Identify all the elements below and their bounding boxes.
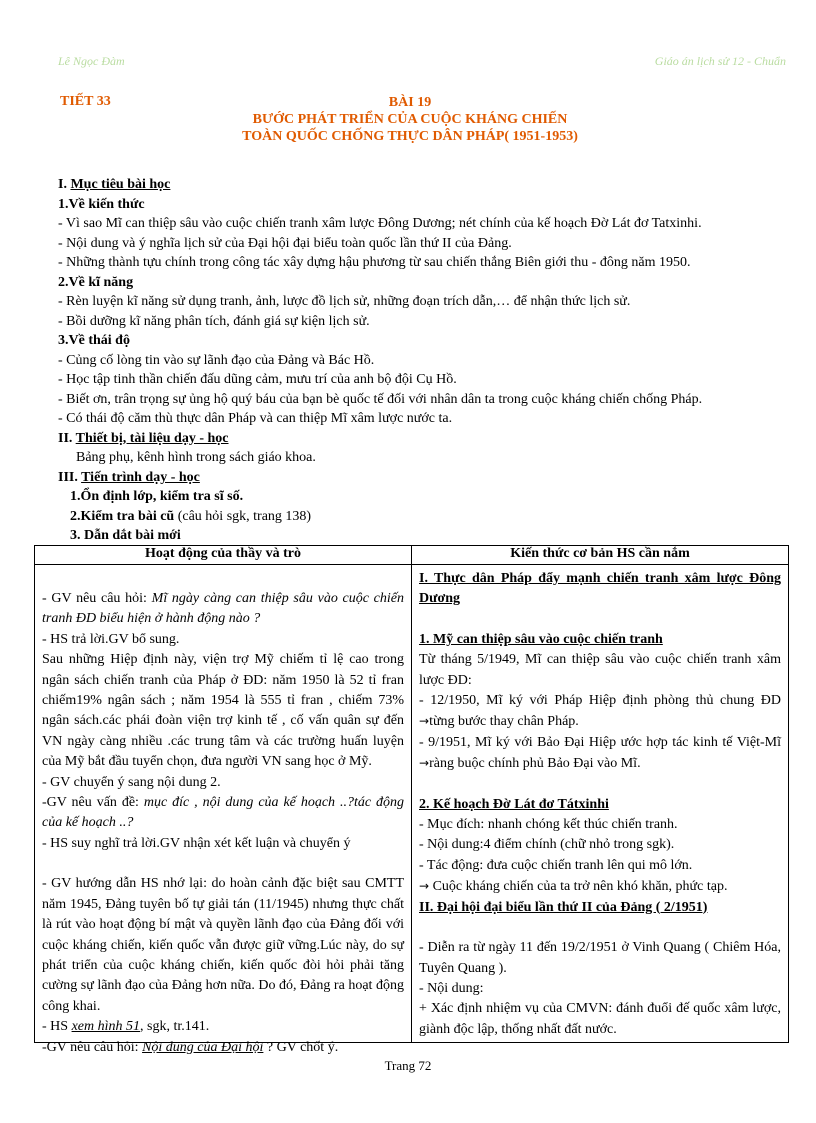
process-step1: 1.Ổn định lớp, kiểm tra sĩ số.: [70, 489, 244, 504]
spacer: [42, 569, 404, 589]
activities-cell: [35, 565, 412, 1055]
section-heading: II. Đại hội đại biểu lần thứ II của Đảng ( 2/1951): [419, 899, 708, 915]
question-rest: ? GV chốt ý.: [263, 1039, 339, 1055]
subsection-heading: 2. Kế hoạch Đờ Lát đơ Tátxinhi: [419, 796, 609, 812]
point-text: - 9/1951, Mĩ ký với Bảo Đại Hiệp ước hợp tác kinh tế Việt-Mĩ: [419, 734, 781, 750]
table-row: [35, 565, 789, 1043]
knowledge-content: [413, 566, 787, 1041]
teacher-question: [42, 589, 404, 630]
lesson-title-line2: TOÀN QUỐC CHỐNG THỰC DÂN PHÁP( 1951-1953): [242, 129, 578, 144]
knowledge-item: - Nội dung và ý nghĩa lịch sử của Đại hội đại biểu toàn quốc lần thứ II của Đảng.: [58, 235, 512, 251]
point-text: Cuộc kháng chiến của ta trở nên khó khăn, phức tạp.: [429, 879, 728, 895]
process-step2-detail: (câu hỏi sgk, trang 138): [174, 508, 312, 524]
spacer: [419, 610, 781, 630]
table-header-row: [35, 546, 789, 565]
process-step2-label: 2.Kiểm tra bài cũ: [70, 508, 175, 524]
col-header-knowledge: Kiến thức cơ bản HS cần nắm: [412, 546, 789, 565]
equipment-text: Bảng phụ, kênh hình trong sách giáo khoa.: [76, 450, 316, 465]
spacer: [419, 918, 781, 938]
student-activity: - HS suy nghĩ trả lời.GV nhận xét kết luận và chuyển ý: [42, 835, 351, 851]
knowledge-item: - Những thành tựu chính trong công tác xây dựng hậu phương từ sau chiến thắng Biên giới thu - đông năm 1950.: [58, 255, 691, 270]
question-prefix: - GV nêu câu hỏi:: [42, 591, 152, 606]
process-step2: [58, 507, 803, 527]
header-doc-title: Giáo án lịch sử 12 - Chuẩn: [654, 54, 786, 68]
teacher-question: [42, 793, 404, 834]
arrow-right-icon: →: [419, 879, 430, 894]
point-text: - 12/1950, Mĩ ký với Pháp Hiệp định phòng thủ chung ĐD: [419, 693, 781, 709]
attitude-item: - Biết ơn, trân trọng sự ủng hộ quý báu của bạn bè quốc tế đối với nhân dân ta trong cuộc kháng chiến chống Pháp.: [58, 391, 703, 407]
explanation-paragraph: - GV hướng dẫn HS nhớ lại: do hoàn cảnh đặc biệt sau CMTT năm 1945, Đảng tuyên bố tự giải tán (11/1945) nhưng thực chất là rút vào hoạt động bí mật và quyền lãnh đạo của Đảng đối với cuộc kháng chiến, kiến quốc vẫn được giữ vững.Lúc này, do sự phát triển của cuộc kháng chiến, kiến quốc đòi hỏi phải tăng cường sự lãnh đạo của Đảng hơn nữa. Do đó, Đảng ra hoạt động công khai.: [42, 876, 404, 1014]
knowledge-point: - Nội dung:4 điểm chính (chữ nhỏ trong sgk).: [419, 837, 675, 853]
skills-item: - Bồi dưỡng kĩ năng phân tích, đánh giá sự kiện lịch sử.: [58, 313, 370, 329]
process-heading: [58, 468, 803, 488]
arrow-right-icon: →: [419, 714, 430, 729]
spacer: [419, 775, 781, 795]
section-heading: I. Thực dân Pháp đẩy mạnh chiến tranh xâm lược Đông Dương: [419, 571, 781, 607]
activities-content: [36, 566, 410, 1055]
knowledge-point: - Tác động: đưa cuộc chiến tranh lên qui mô lớn.: [419, 857, 693, 873]
lesson-number: BÀI 19: [388, 95, 432, 110]
subsection-heading: 1. Mỹ can thiệp sâu vào cuộc chiến tranh: [419, 631, 663, 647]
attitude-item: - Củng cố lòng tin vào sự lãnh đạo của Đảng và Bác Hồ.: [58, 352, 375, 368]
process-heading-text: Tiến trình dạy - học: [81, 469, 200, 485]
equipment-prefix: II.: [58, 430, 76, 446]
lesson-title-block: [200, 94, 620, 145]
process-prefix: III.: [58, 469, 82, 485]
objectives-prefix: I.: [58, 177, 71, 192]
knowledge-point: [419, 876, 781, 897]
process-step3: 3. Dẫn dắt bài mới: [70, 528, 181, 543]
question-text: Mĩ ngày càng can thiệp sâu vào cuộc chiến tranh ĐD biểu hiện ở hành động nào ?: [42, 591, 404, 627]
knowledge-point: - Mục đích: nhanh chóng kết thúc chiến tranh.: [419, 817, 678, 833]
attitude-item: - Có thái độ căm thù thực dân Pháp và can thiệp Mĩ xâm lược nước ta.: [58, 411, 453, 426]
skills-heading: 2.Về kĩ năng: [58, 274, 134, 290]
lesson-title-line1: BƯỚC PHÁT TRIỂN CỦA CUỘC KHÁNG CHIẾN: [252, 112, 568, 127]
knowledge-point: + Xác định nhiệm vụ của CMVN: đánh đuổi đế quốc xâm lược, giành độc lập, thống nhất đất nước.: [419, 1001, 781, 1037]
header-author: Lê Ngọc Đàm: [58, 54, 125, 68]
arrow-right-icon: →: [419, 756, 430, 771]
attitude-heading: 3.Về thái độ: [58, 333, 130, 348]
attitude-item: - Học tập tinh thần chiến đấu dũng cảm, mưu trí của anh bộ đội Cụ Hồ.: [58, 372, 457, 387]
objectives-heading: [58, 175, 803, 195]
lesson-table: [34, 545, 789, 1055]
figure-reference: xem hình 51: [71, 1019, 140, 1035]
spacer: [42, 854, 404, 874]
knowledge-point: [419, 733, 781, 775]
question-text: mục đíc , nội dung của kế hoạch ..?tác động của kế hoạch ..?: [42, 795, 404, 831]
teacher-transition: - GV chuyển ý sang nội dung 2.: [42, 774, 221, 790]
activity-prefix: - HS: [42, 1019, 72, 1035]
student-activity: [42, 1017, 404, 1037]
knowledge-cell: [412, 565, 789, 1043]
lesson-body: [58, 175, 803, 546]
point-result: ràng buộc chính phủ Bảo Đại vào Mĩ.: [429, 756, 641, 772]
student-activity: - HS trả lời.GV bổ sung.: [42, 631, 180, 647]
explanation-paragraph: Sau những Hiệp định này, viện trợ Mỹ chiếm tỉ lệ cao trong ngân sách chiến tranh của Pháp ở ĐD: năm 1950 là 52 tỉ fran chiếm19% ngân sách ; năm 1954 là 555 tỉ fran , chiếm 73% ngân sách.các phái đoàn viện trợ kinh tế , cố vấn quân sự đến VN ngày càng nhiều .các trung tâm và các trường huấn luyện của Mỹ bắt đầu tuyển chọn, đưa người VN sang học ở Mỹ.: [42, 652, 404, 770]
knowledge-item: - Vì sao Mĩ can thiệp sâu vào cuộc chiến tranh xâm lược Đông Dương; nét chính của kế hoạch Đờ Lát đơ Tatxinhi.: [58, 216, 702, 231]
col-header-activities: Hoạt động của thầy và trò: [35, 546, 412, 565]
activity-rest: , sgk, tr.141.: [140, 1019, 210, 1035]
question-prefix: -GV nêu câu hỏi:: [42, 1039, 143, 1055]
teacher-question: [42, 1038, 404, 1058]
skills-item: - Rèn luyện kĩ năng sử dụng tranh, ảnh, lược đồ lịch sử, những đoạn trích dẫn,… để nhận thức lịch sử.: [58, 294, 631, 309]
point-result: từng bước thay chân Pháp.: [429, 714, 579, 730]
lesson-period: TIẾT 33: [60, 94, 111, 109]
objectives-heading-text: Mục tiêu bài học: [70, 177, 171, 192]
question-text: Nội dung của Đại hội: [142, 1039, 264, 1055]
knowledge-point: [419, 691, 781, 733]
equipment-heading-text: Thiết bị, tài liệu dạy - học: [75, 430, 229, 446]
knowledge-point: - Nội dung:: [419, 980, 484, 996]
question-prefix: -GV nêu vấn đề:: [42, 795, 144, 811]
knowledge-point: - Diễn ra từ ngày 11 đến 19/2/1951 ở Vinh Quang ( Chiêm Hóa, Tuyên Quang ).: [419, 940, 781, 976]
knowledge-heading: 1.Về kiến thức: [58, 196, 145, 212]
page-number: Trang 72: [384, 1058, 432, 1073]
equipment-heading: [58, 429, 803, 449]
knowledge-point: Từ tháng 5/1949, Mĩ can thiệp sâu vào cuộc chiến tranh xâm lược ĐD:: [419, 652, 781, 688]
